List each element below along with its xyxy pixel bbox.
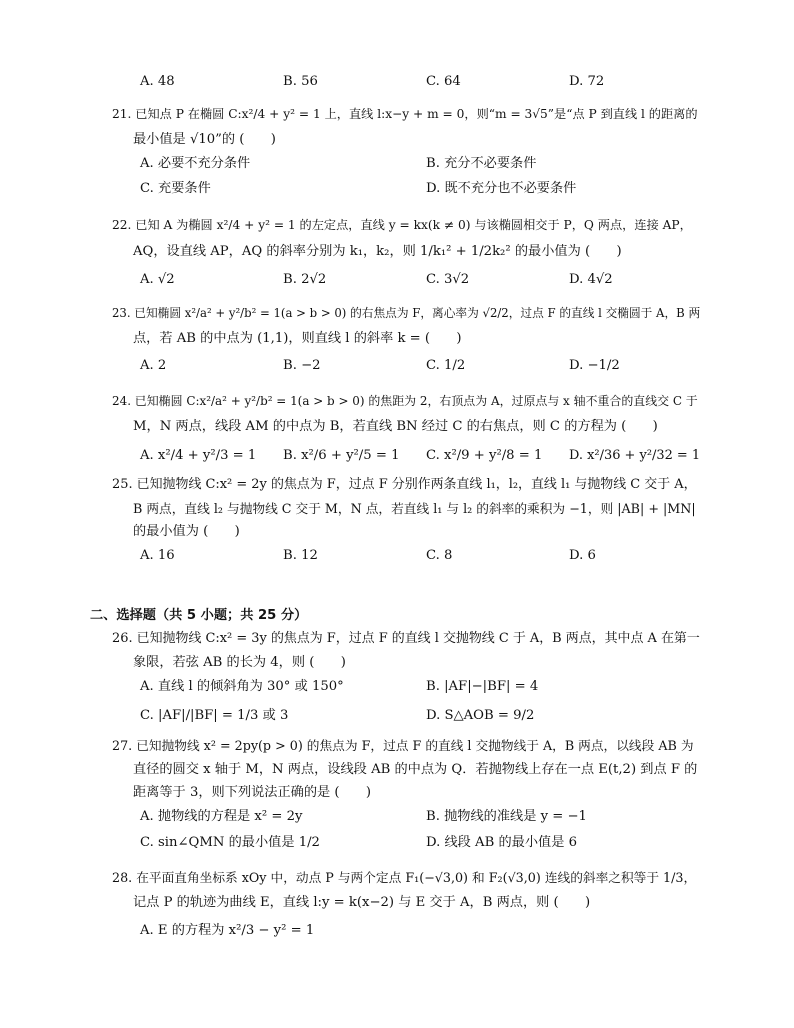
option-d: D. 72 [569, 74, 605, 89]
option-a: A. 抛物线的方程是 x² = 2y [140, 809, 303, 824]
question-text: 26. 已知抛物线 C:x² = 3y 的焦点为 F，过点 F 的直线 l 交抛物线 C 于 A，B 两点，其中点 A 在第一 [112, 631, 700, 646]
option-c: C. 充要条件 [140, 181, 211, 196]
question-text: 25. 已知抛物线 C:x² = 2y 的焦点为 F，过点 F 分别作两条直线 l₁，l₂，直线 l₁ 与抛物线 C 交于 A， [112, 477, 697, 492]
question-text: 24. 已知椭圆 C:x²/a² + y²/b² = 1(a > b > 0) 的焦距为 2，右顶点为 A，过原点与 x 轴不重合的直线交 C 于 [112, 394, 698, 408]
option-a: A. 2 [140, 358, 167, 373]
question-text: 27. 已知抛物线 x² = 2py(p > 0) 的焦点为 F，过点 F 的直线 l 交抛物线于 A，B 两点，以线段 AB 为 [112, 738, 694, 753]
option-c: C. |AF|/|BF| = 1/3 或 3 [140, 708, 289, 723]
question-text: 记点 P 的轨迹为曲线 E，直线 l:y = k(x−2) 与 E 交于 A，B 两点，则 ( ) [133, 895, 591, 910]
option-b: B. x²/6 + y²/5 = 1 [283, 448, 400, 463]
option-a: A. √2 [140, 272, 175, 287]
option-d: D. 线段 AB 的最小值是 6 [426, 835, 577, 850]
section-heading: 二、选择题（共 5 小题；共 25 分） [90, 608, 308, 623]
question-text: 21. 已知点 P 在椭圆 C:x²/4 + y² = 1 上，直线 l:x−y + m = 0，则“m = 3√5”是“点 P 到直线 l 的距离的 [112, 107, 698, 121]
option-c: C. 3√2 [426, 272, 470, 287]
option-d: D. 既不充分也不必要条件 [426, 181, 577, 196]
question-text: 23. 已知椭圆 x²/a² + y²/b² = 1(a > b > 0) 的右焦点为 F，离心率为 √2/2，过点 F 的直线 l 交椭圆于 A，B 两 [112, 306, 701, 320]
question-text: 28. 在平面直角坐标系 xOy 中，动点 P 与两个定点 F₁(−√3,0) 和 F₂(√3,0) 连线的斜率之积等于 1/3， [112, 870, 697, 885]
option-a: A. 直线 l 的倾斜角为 30° 或 150° [140, 679, 344, 694]
question-text: 直径的圆交 x 轴于 M，N 两点，设线段 AB 的中点为 Q．若抛物线上存在一点 E(t,2) 到点 F 的 [133, 762, 698, 777]
option-c: C. 64 [426, 74, 461, 89]
question-text: 的最小值为 ( ) [133, 524, 240, 539]
option-b: B. 12 [283, 548, 318, 563]
option-d: D. x²/36 + y²/32 = 1 [569, 448, 701, 463]
option-c: C. x²/9 + y²/8 = 1 [426, 448, 543, 463]
question-text: 点，若 AB 的中点为 (1,1)，则直线 l 的斜率 k = ( ) [133, 331, 462, 346]
option-c: C. 8 [426, 548, 453, 563]
question-text: AQ，设直线 AP，AQ 的斜率分别为 k₁，k₂，则 1/k₁² + 1/2k₂² 的最小值为 ( ) [133, 244, 622, 259]
question-text: M，N 两点，线段 AM 的中点为 B，若直线 BN 经过 C 的右焦点，则 C 的方程为 ( ) [133, 419, 658, 434]
option-d: D. S△AOB = 9/2 [426, 708, 535, 723]
option-b: B. 抛物线的准线是 y = −1 [426, 809, 587, 824]
question-text: 最小值是 √10”的 ( ) [133, 132, 276, 147]
question-text: 22. 已知 A 为椭圆 x²/4 + y² = 1 的左定点，直线 y = kx(k ≠ 0) 与该椭圆相交于 P，Q 两点，连接 AP， [112, 218, 692, 232]
option-b: B. |AF|−|BF| = 4 [426, 679, 539, 694]
option-b: B. 2√2 [283, 272, 327, 287]
option-c: C. 1/2 [426, 358, 466, 373]
question-text: 象限，若弦 AB 的长为 4，则 ( ) [133, 655, 346, 670]
option-a: A. E 的方程为 x²/3 − y² = 1 [140, 923, 315, 938]
option-b: B. 充分不必要条件 [426, 156, 537, 171]
option-a: A. 16 [140, 548, 175, 563]
option-d: D. 4√2 [569, 272, 613, 287]
question-text: B 两点，直线 l₂ 与抛物线 C 交于 M，N 点，若直线 l₁ 与 l₂ 的斜率的乘积为 −1，则 |AB| + |MN| [133, 501, 696, 516]
option-c: C. sin∠QMN 的最小值是 1/2 [140, 835, 320, 850]
question-text: 距离等于 3，则下列说法正确的是 ( ) [133, 785, 372, 800]
option-b: B. 56 [283, 74, 318, 89]
option-a: A. 48 [140, 74, 175, 89]
option-a: A. x²/4 + y²/3 = 1 [140, 448, 257, 463]
option-d: D. −1/2 [569, 358, 620, 373]
option-b: B. −2 [283, 358, 321, 373]
option-a: A. 必要不充分条件 [140, 156, 251, 171]
option-d: D. 6 [569, 548, 596, 563]
